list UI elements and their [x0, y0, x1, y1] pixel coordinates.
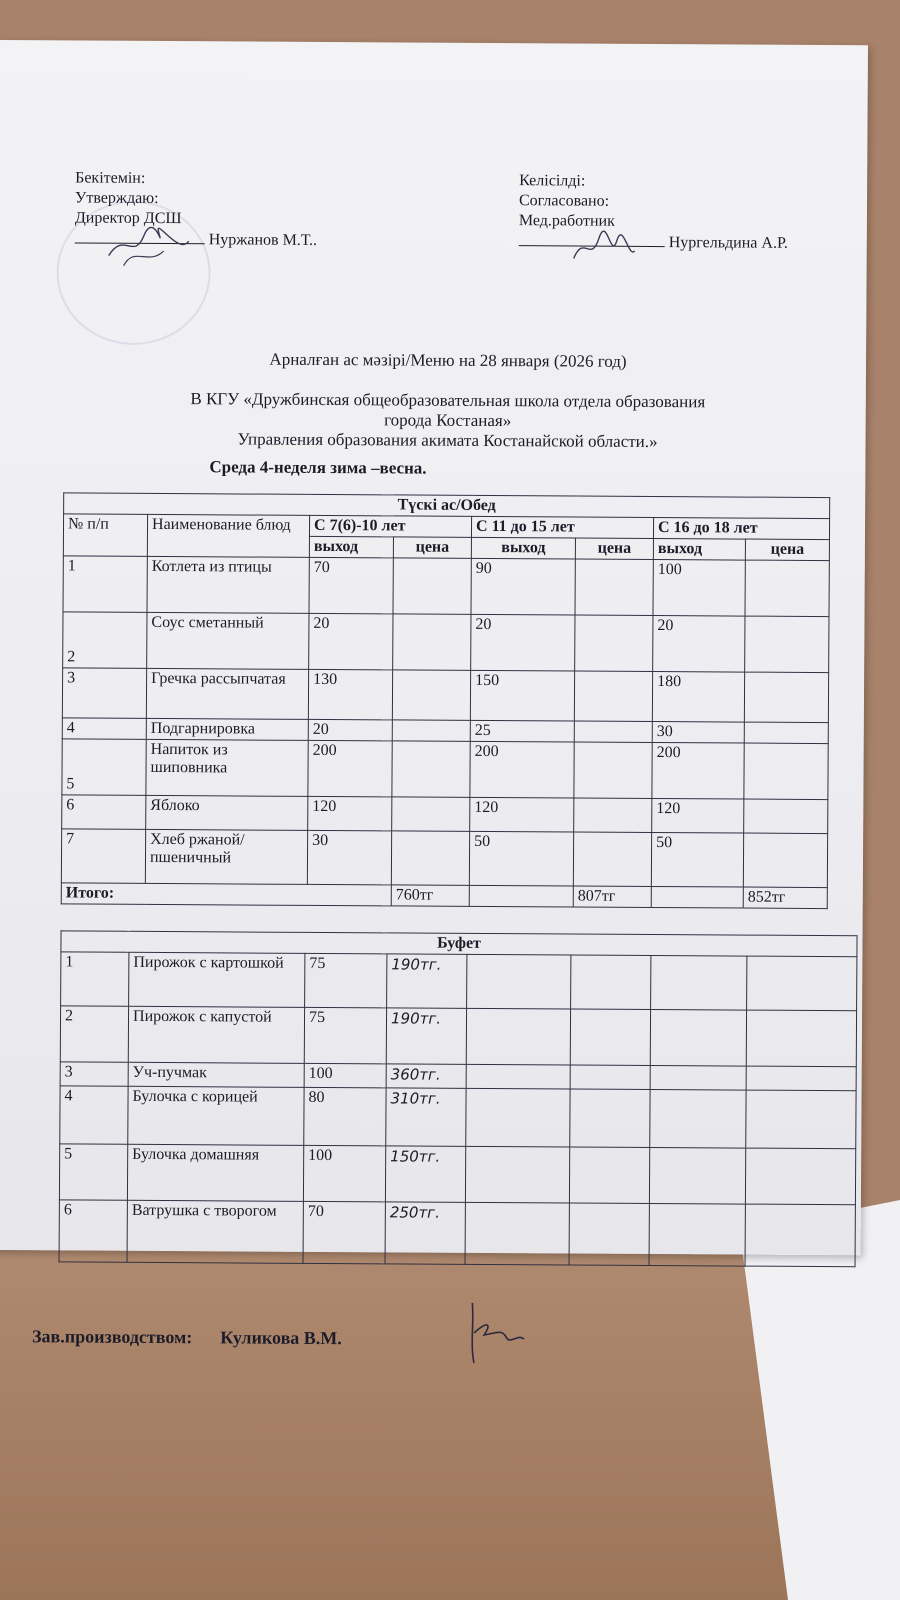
- row-num: 6: [62, 795, 146, 830]
- agreement-signer: Нургельдина А.Р.: [668, 234, 788, 252]
- price-cell: [744, 743, 828, 800]
- item-price: 150тг.: [385, 1146, 465, 1202]
- price-cell: [574, 721, 652, 742]
- agreement-position: Мед.работник: [518, 212, 615, 230]
- row-num: 4: [62, 718, 146, 740]
- out-group-3: 20: [653, 615, 745, 672]
- total-row: [61, 883, 827, 909]
- out-group-3: 100: [653, 560, 745, 617]
- out-group-2: 25: [470, 720, 574, 742]
- buffet-table: [59, 930, 858, 1267]
- dish-name: Котлета из птицы: [147, 556, 309, 613]
- menu-document: [0, 40, 868, 1349]
- dish-name: Подгарнировка: [146, 718, 308, 740]
- item-price: 190тг.: [387, 954, 467, 1008]
- item-name: Пирожок с картошкой: [129, 952, 305, 1007]
- out-group-1: 120: [308, 796, 392, 831]
- lunch-table: [61, 492, 831, 909]
- table-row: [62, 668, 828, 723]
- empty-cell: [466, 1064, 570, 1089]
- empty-cell: [745, 1148, 855, 1205]
- age-group-2: С 11 до 15 лет: [471, 516, 653, 538]
- price-cell: [744, 672, 828, 723]
- empty-cell: [650, 1065, 746, 1090]
- production-manager: [32, 1326, 342, 1349]
- item-name: Ватрушка с творогом: [127, 1200, 303, 1263]
- approval-position: Директор ДСШ: [74, 209, 182, 228]
- item-out: 100: [304, 1063, 386, 1088]
- table-row: [59, 1200, 855, 1267]
- agreement-ru: Согласовано:: [518, 192, 610, 210]
- table-row: [63, 612, 829, 673]
- empty-cell: [465, 1146, 569, 1203]
- price-cell: [574, 798, 652, 832]
- table-row: [63, 556, 829, 617]
- school-name-line3: Управления образования акимата Костанайской области.»: [237, 429, 658, 452]
- out-group-1: 70: [309, 557, 393, 614]
- out-group-1: 20: [308, 719, 392, 741]
- price-cell: [744, 799, 828, 834]
- table-row: [62, 739, 828, 800]
- out-group-3: 120: [652, 798, 744, 833]
- item-price: 360тг.: [386, 1064, 466, 1088]
- empty-cell: [465, 1202, 569, 1265]
- price-cell: [574, 671, 652, 721]
- empty-cell: [650, 1009, 746, 1066]
- col-num-header: № п/п: [63, 514, 147, 557]
- item-out: 100: [303, 1145, 385, 1201]
- row-num: 5: [62, 739, 146, 796]
- empty-cell: [569, 1147, 649, 1203]
- price-cell: [393, 558, 471, 614]
- table-row: [60, 1006, 856, 1067]
- item-price: 310тг.: [386, 1088, 466, 1146]
- director-signature: [104, 221, 194, 272]
- row-num: 2: [60, 1006, 128, 1062]
- price-cell: [392, 670, 470, 720]
- total-group-1: 760тг: [391, 885, 469, 906]
- lunch-section-title: Түскі ас/Обед: [64, 493, 830, 519]
- item-name: Уч-пучмак: [128, 1062, 304, 1087]
- empty-cell: [571, 955, 651, 1009]
- price-cell: [575, 615, 653, 671]
- out-group-3: 50: [651, 832, 743, 887]
- col-name-header: Наименование блюд: [147, 514, 309, 557]
- empty-cell: [747, 956, 857, 1011]
- dish-name: Яблоко: [146, 795, 308, 830]
- price-cell: [391, 831, 469, 885]
- medic-signature: [569, 228, 639, 268]
- price-cell: [574, 742, 652, 798]
- dish-name: Соус сметанный: [147, 612, 309, 669]
- table-row: [60, 1086, 856, 1149]
- school-name-line1: В КГУ «Дружбинская общеобразовательная школа отдела образования: [190, 389, 706, 412]
- row-num: 3: [62, 668, 146, 719]
- empty-cell: [746, 1010, 856, 1067]
- empty-cell: [651, 955, 747, 1010]
- out-group-1: 200: [308, 740, 392, 797]
- empty-cell: [746, 1090, 856, 1149]
- empty-cell: [467, 954, 571, 1009]
- item-price: 190тг.: [386, 1008, 466, 1064]
- table-row: [61, 829, 827, 888]
- row-num: 2: [63, 612, 147, 669]
- price-cell: [392, 797, 470, 831]
- manager-label: Зав.производством:: [32, 1326, 193, 1348]
- out-group-1: 130: [308, 669, 392, 720]
- out-group-2: 120: [470, 797, 574, 832]
- empty-cell: [569, 1203, 649, 1265]
- row-num: 7: [61, 829, 145, 884]
- item-name: Булочка домашняя: [127, 1144, 303, 1201]
- row-num: 6: [59, 1200, 127, 1262]
- out-group-3: 180: [652, 671, 744, 722]
- price-cell: [392, 720, 470, 741]
- row-num: 4: [60, 1086, 128, 1144]
- approval-signer: Нуржанов М.Т..: [208, 231, 318, 249]
- price-cell: [744, 722, 828, 744]
- price-cell: [575, 559, 653, 615]
- total-label: Итого:: [61, 883, 391, 906]
- price-cell: [392, 741, 470, 797]
- empty-cell: [570, 1089, 650, 1147]
- item-out: 75: [305, 953, 387, 1007]
- school-name-line2: города Костаная»: [384, 410, 512, 431]
- item-out: 70: [303, 1201, 385, 1263]
- empty-cell: [469, 885, 573, 907]
- item-price: 250тг.: [385, 1202, 465, 1264]
- table-row: [59, 1144, 855, 1205]
- item-out: 80: [304, 1087, 386, 1145]
- item-name: Булочка с корицей: [128, 1086, 304, 1145]
- total-group-3: 852тг: [743, 887, 827, 909]
- buffet-section-title: Буфет: [61, 931, 857, 957]
- out-group-3: 30: [652, 721, 744, 743]
- row-num: 5: [59, 1144, 127, 1200]
- empty-cell: [650, 1089, 746, 1148]
- sub-price: цена: [575, 538, 653, 559]
- table-row: [61, 952, 857, 1011]
- table-row: [62, 795, 828, 834]
- item-out: 75: [304, 1007, 386, 1063]
- menu-title: Арналған ас мәзірі/Меню на 28 января (2026 год): [269, 349, 627, 371]
- sub-out: выход: [309, 536, 393, 558]
- empty-cell: [651, 886, 743, 908]
- total-group-2: 807тг: [573, 886, 651, 907]
- empty-cell: [649, 1147, 745, 1204]
- approval-kz: Бекітемін:: [75, 169, 146, 187]
- sub-price: цена: [745, 539, 829, 561]
- price-cell: [743, 833, 827, 888]
- out-group-3: 200: [652, 742, 744, 799]
- approval-ru: Утверждаю:: [74, 189, 159, 207]
- dish-name: Гречка рассыпчатая: [146, 668, 308, 719]
- manager-name: Куликова В.М.: [220, 1327, 342, 1349]
- week-label: Среда 4-неделя зима –весна.: [209, 457, 427, 478]
- out-group-2: 90: [471, 558, 575, 615]
- sub-price: цена: [393, 537, 471, 558]
- row-num: 1: [63, 556, 147, 613]
- empty-cell: [570, 1065, 650, 1089]
- empty-cell: [570, 1009, 650, 1065]
- out-group-2: 50: [469, 831, 573, 886]
- item-name: Пирожок с капустой: [128, 1006, 304, 1063]
- empty-cell: [466, 1088, 570, 1147]
- sub-out: выход: [653, 539, 745, 561]
- row-num: 3: [60, 1062, 128, 1086]
- out-group-2: 200: [470, 741, 574, 798]
- empty-cell: [466, 1008, 570, 1065]
- row-num: 1: [61, 952, 129, 1006]
- price-cell: [573, 832, 651, 886]
- manager-signature: [462, 1293, 532, 1373]
- out-group-2: 20: [471, 614, 575, 671]
- dish-name: Напиток из шиповника: [146, 739, 308, 796]
- price-cell: [393, 614, 471, 670]
- empty-cell: [745, 1204, 855, 1267]
- price-cell: [745, 560, 829, 617]
- price-cell: [745, 616, 829, 673]
- sub-out: выход: [471, 537, 575, 559]
- empty-cell: [746, 1066, 856, 1091]
- empty-cell: [649, 1203, 745, 1266]
- dish-name: Хлеб ржаной/ пшеничный: [145, 829, 307, 884]
- out-group-1: 30: [307, 830, 391, 885]
- age-group-1: С 7(6)-10 лет: [309, 515, 471, 537]
- agreement-kz: Келісілді:: [519, 172, 586, 190]
- age-group-3: С 16 до 18 лет: [653, 518, 829, 540]
- agreement-block: [519, 171, 789, 254]
- out-group-1: 20: [309, 613, 393, 670]
- out-group-2: 150: [470, 670, 574, 721]
